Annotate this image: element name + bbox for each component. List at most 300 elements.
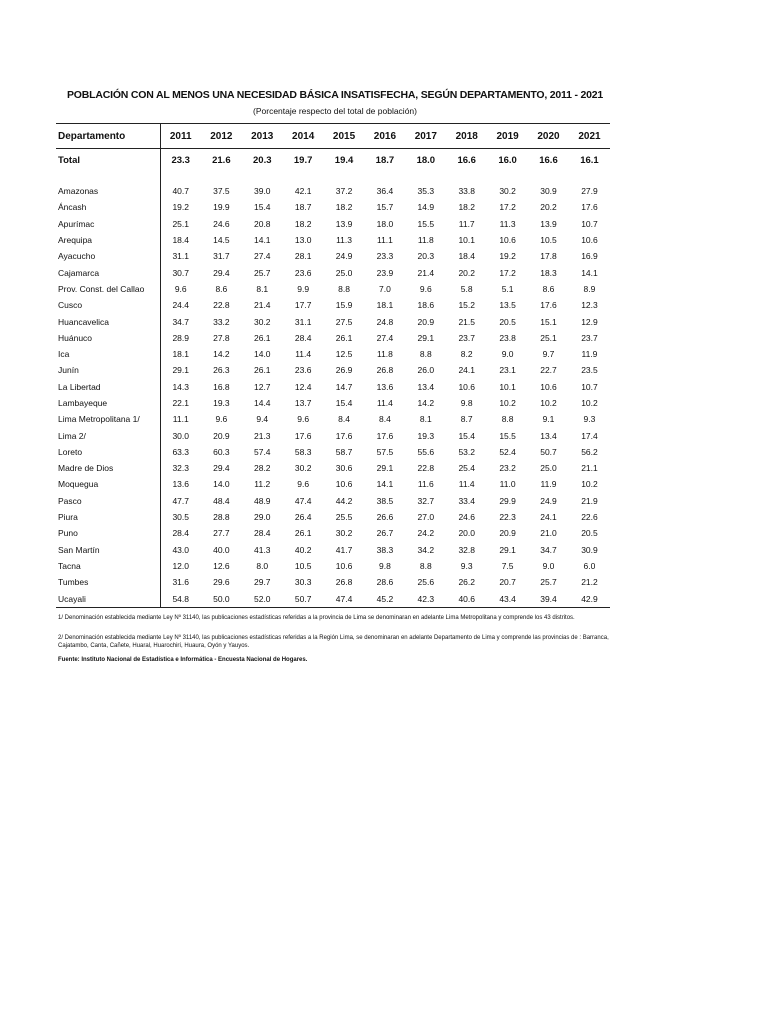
cell-value: 8.8 (419, 349, 432, 360)
cell-value: 28.1 (294, 251, 312, 262)
cell-value: 9.3 (583, 414, 596, 425)
cell-value: 18.3 (540, 267, 557, 278)
source-note: Fuente: Instituto Nacional de Estadística e Informática - Encuesta Nacional de Hogares. (58, 657, 308, 663)
cell-value: 9.9 (297, 283, 310, 294)
cell-value: 23.9 (376, 267, 394, 278)
table-row (56, 476, 610, 492)
cell-value: 48.9 (253, 495, 271, 506)
cell-value: 19.3 (213, 398, 230, 408)
cell-value: 30.2 (294, 463, 312, 474)
cell-value: 40.6 (446, 590, 487, 607)
table-header-row (56, 124, 610, 149)
cell-value: 15.4 (458, 430, 475, 441)
cell-value: 58.7 (335, 446, 353, 457)
cell-value: 15.1 (540, 316, 557, 327)
table-row (56, 281, 610, 297)
cell-value: 10.2 (581, 398, 598, 408)
cell-value: 15.4 (335, 398, 353, 408)
cell-value: 30.5 (160, 509, 201, 525)
table-row (56, 395, 610, 411)
cell-value: 15.2 (458, 300, 475, 311)
cell-value: 10.5 (540, 235, 557, 246)
data-table-container (56, 123, 610, 608)
cell-value: 26.1 (335, 332, 353, 343)
cell-value: 25.6 (417, 577, 435, 588)
cell-value: 30.0 (160, 427, 201, 443)
total-row (56, 149, 610, 172)
cell-value: 24.6 (458, 512, 475, 523)
page-subtitle: (Porcentaje respecto del total de población) (253, 106, 417, 116)
table-row (56, 427, 610, 443)
cell-value: 43.4 (487, 590, 528, 607)
cell-value: 11.8 (417, 235, 434, 246)
cell-value: 39.0 (253, 186, 271, 197)
cell-value: 13.6 (376, 381, 394, 392)
cell-value: 33.4 (458, 495, 475, 506)
column-header-year: 2021 (569, 124, 610, 149)
cell-value: 10.1 (458, 235, 475, 246)
cell-value: 16.1 (580, 154, 599, 166)
cell-value: 10.7 (581, 381, 598, 392)
cell-value: 29.4 (213, 267, 230, 278)
cell-value: 12.4 (294, 381, 312, 392)
cell-value: 6.0 (583, 560, 596, 571)
cell-value: 10.6 (581, 235, 598, 246)
cell-value: 19.2 (160, 199, 201, 215)
cell-value: 12.7 (253, 381, 271, 392)
cell-value: 16.0 (498, 154, 517, 166)
cell-value: 14.2 (213, 349, 230, 360)
cell-value: 18.2 (335, 202, 353, 213)
cell-value: 35.3 (417, 186, 435, 197)
cell-value: 18.2 (294, 218, 312, 229)
cell-value: 23.8 (499, 332, 516, 343)
cell-value: 14.7 (335, 381, 353, 392)
cell-value: 37.2 (335, 186, 353, 197)
table-row (56, 558, 610, 574)
cell-value: 17.6 (335, 430, 353, 441)
cell-value: 16.6 (539, 154, 558, 166)
cell-value: 17.8 (540, 251, 557, 262)
footnote-1: 1/ Denominación establecida mediante Ley Nº 31140, las publicaciones estadísticas referidas a la provincia de Lima se denominaran en adelante Lima Metropolitana y comprende los 43 distritos. (58, 615, 575, 621)
row-label: Junín (58, 365, 79, 376)
cell-value: 31.1 (160, 248, 201, 264)
spacer-cell (283, 171, 324, 183)
cell-value: 8.0 (256, 560, 269, 571)
row-label: Piura (58, 512, 78, 523)
cell-value: 26.2 (458, 577, 475, 588)
cell-value: 29.1 (499, 544, 516, 555)
cell-value: 9.7 (542, 349, 555, 360)
cell-value: 40.0 (213, 544, 230, 555)
cell-value: 17.6 (581, 202, 598, 213)
cell-value: 23.7 (581, 332, 598, 343)
cell-value: 30.3 (294, 577, 312, 588)
cell-value: 23.7 (458, 332, 475, 343)
cell-value: 58.3 (294, 446, 312, 457)
cell-value: 50.7 (540, 446, 557, 457)
row-label: Apurímac (58, 218, 95, 229)
cell-value: 29.1 (376, 463, 394, 474)
cell-value: 31.6 (160, 574, 201, 590)
cell-value: 29.6 (213, 577, 230, 588)
table-row (56, 574, 610, 590)
cell-value: 15.7 (376, 202, 394, 213)
cell-value: 16.6 (457, 154, 476, 166)
cell-value: 25.4 (458, 463, 475, 474)
cell-value: 40.7 (160, 183, 201, 199)
cell-value: 47.7 (160, 493, 201, 509)
table-row (56, 590, 610, 607)
cell-value: 8.6 (542, 283, 555, 294)
cell-value: 15.5 (417, 218, 435, 229)
cell-value: 26.1 (253, 332, 271, 343)
cell-value: 26.8 (335, 577, 353, 588)
cell-value: 24.9 (335, 251, 353, 262)
row-label: Pasco (58, 495, 82, 506)
row-label: San Martín (58, 544, 100, 555)
cell-value: 8.1 (256, 283, 269, 294)
cell-value: 54.8 (160, 590, 201, 607)
cell-value: 30.2 (335, 528, 353, 539)
cell-value: 24.4 (160, 297, 201, 313)
row-label: Lima 2/ (58, 430, 86, 441)
cell-value: 11.2 (254, 479, 271, 490)
cell-value: 12.6 (213, 560, 230, 571)
cell-value: 8.8 (338, 283, 350, 294)
cell-value: 27.0 (417, 512, 435, 523)
cell-value: 24.8 (376, 316, 394, 327)
spacer-cell (324, 171, 365, 183)
cell-value: 11.4 (295, 349, 312, 360)
row-label: Total (58, 154, 80, 166)
cell-value: 18.4 (160, 232, 201, 248)
cell-value: 10.2 (499, 398, 516, 408)
cell-value: 26.9 (335, 365, 353, 376)
cell-value: 56.2 (581, 446, 598, 457)
cell-value: 23.2 (499, 463, 516, 474)
cell-value: 13.5 (499, 300, 516, 311)
cell-value: 33.2 (213, 316, 230, 327)
cell-value: 31.7 (213, 251, 230, 262)
cell-value: 9.0 (501, 349, 514, 360)
data-table (56, 123, 610, 608)
cell-value: 20.2 (540, 202, 557, 213)
cell-value: 38.3 (376, 544, 394, 555)
cell-value: 55.6 (417, 446, 435, 457)
cell-value: 20.5 (499, 316, 516, 327)
row-label: Huancavelica (58, 316, 110, 327)
column-header-departamento: Departamento (56, 124, 160, 149)
cell-value: 8.8 (419, 560, 432, 571)
cell-value: 12.3 (581, 300, 598, 311)
cell-value: 19.4 (334, 154, 354, 166)
cell-value: 53.2 (458, 446, 475, 457)
row-label: Puno (58, 528, 78, 539)
cell-value: 47.4 (324, 590, 365, 607)
cell-value: 43.0 (160, 542, 201, 558)
table-row (56, 248, 610, 264)
row-label: La Libertad (58, 381, 101, 392)
cell-value: 5.8 (460, 283, 473, 294)
cell-value: 30.7 (160, 264, 201, 280)
cell-value: 31.1 (294, 316, 312, 327)
column-header-year: 2015 (324, 124, 365, 149)
cell-value: 11.1 (160, 411, 201, 427)
cell-value: 25.7 (253, 267, 271, 278)
cell-value: 26.3 (213, 365, 230, 376)
cell-value: 26.6 (376, 512, 394, 523)
cell-value: 10.2 (540, 398, 557, 408)
table-row (56, 460, 610, 476)
cell-value: 29.1 (160, 362, 201, 378)
cell-value: 57.4 (253, 446, 271, 457)
cell-value: 44.2 (335, 495, 353, 506)
cell-value: 17.6 (540, 300, 557, 311)
cell-value: 28.8 (213, 512, 230, 523)
cell-value: 13.9 (335, 218, 353, 229)
cell-value: 14.2 (417, 398, 435, 408)
table-row (56, 379, 610, 395)
cell-value: 23.5 (581, 365, 598, 376)
cell-value: 12.5 (335, 349, 353, 360)
spacer-cell (160, 171, 201, 183)
cell-value: 45.2 (364, 590, 405, 607)
cell-value: 9.0 (542, 560, 555, 571)
column-header-year: 2014 (283, 124, 324, 149)
cell-value: 7.0 (379, 283, 391, 294)
column-header-year: 2017 (405, 124, 446, 149)
cell-value: 25.1 (160, 216, 201, 232)
cell-value: 8.4 (379, 414, 391, 425)
cell-value: 14.5 (213, 235, 230, 246)
cell-value: 14.4 (253, 398, 271, 408)
cell-value: 25.0 (335, 267, 353, 278)
cell-value: 8.7 (460, 414, 473, 425)
cell-value: 21.1 (581, 463, 598, 474)
row-label: Lima Metropolitana 1/ (58, 414, 140, 425)
cell-value: 15.5 (499, 430, 516, 441)
cell-value: 13.4 (540, 430, 557, 441)
spacer-cell (201, 171, 242, 183)
table-row (56, 199, 610, 215)
cell-value: 18.0 (376, 218, 394, 229)
cell-value: 9.1 (542, 414, 555, 425)
cell-value: 14.1 (253, 235, 271, 246)
table-row (56, 183, 610, 199)
cell-value: 50.7 (283, 590, 324, 607)
table-row (56, 216, 610, 232)
table-row (56, 232, 610, 248)
cell-value: 11.3 (336, 235, 352, 246)
cell-value: 26.0 (417, 365, 435, 376)
cell-value: 42.3 (405, 590, 446, 607)
cell-value: 22.8 (213, 300, 230, 311)
cell-value: 27.8 (213, 332, 230, 343)
cell-value: 9.4 (256, 414, 269, 425)
cell-value: 28.4 (253, 528, 271, 539)
cell-value: 17.6 (376, 430, 394, 441)
cell-value: 21.2 (581, 577, 598, 588)
cell-value: 20.9 (417, 316, 435, 327)
cell-value: 18.7 (375, 154, 395, 166)
spacer-cell (405, 171, 446, 183)
cell-value: 37.5 (213, 186, 230, 197)
cell-value: 11.6 (417, 479, 434, 490)
cell-value: 14.3 (160, 379, 201, 395)
cell-value: 38.5 (376, 495, 394, 506)
row-label: Tacna (58, 560, 81, 571)
cell-value: 9.8 (379, 560, 391, 571)
cell-value: 32.7 (417, 495, 435, 506)
cell-value: 22.6 (581, 512, 598, 523)
cell-value: 26.8 (376, 365, 394, 376)
cell-value: 8.8 (501, 414, 514, 425)
cell-value: 25.7 (540, 577, 557, 588)
cell-value: 11.8 (376, 349, 393, 360)
cell-value: 39.4 (528, 590, 569, 607)
cell-value: 13.7 (294, 398, 312, 408)
cell-value: 23.3 (376, 251, 394, 262)
cell-value: 42.1 (294, 186, 312, 197)
cell-value: 21.3 (253, 430, 271, 441)
cell-value: 13.0 (294, 235, 312, 246)
cell-value: 8.1 (419, 414, 432, 425)
cell-value: 60.3 (213, 446, 230, 457)
cell-value: 11.1 (376, 235, 393, 246)
cell-value: 23.3 (160, 149, 201, 172)
cell-value: 20.3 (253, 154, 272, 166)
column-header-year: 2013 (242, 124, 283, 149)
cell-value: 18.1 (376, 300, 394, 311)
table-row (56, 313, 610, 329)
cell-value: 14.1 (376, 479, 394, 490)
cell-value: 20.5 (581, 528, 598, 539)
cell-value: 9.6 (297, 479, 310, 490)
row-label: Ayacucho (58, 251, 96, 262)
cell-value: 26.1 (294, 528, 312, 539)
cell-value: 27.4 (253, 251, 271, 262)
cell-value: 28.9 (160, 330, 201, 346)
cell-value: 10.6 (499, 235, 516, 246)
cell-value: 27.5 (335, 316, 353, 327)
cell-value: 24.1 (458, 365, 475, 376)
column-header-year: 2018 (446, 124, 487, 149)
cell-value: 15.4 (253, 202, 271, 213)
row-label: Ucayali (56, 590, 160, 607)
cell-value: 11.7 (458, 218, 475, 229)
cell-value: 12.0 (160, 558, 201, 574)
spacer-cell (364, 171, 405, 183)
table-row (56, 297, 610, 313)
cell-value: 17.2 (499, 267, 516, 278)
cell-value: 18.7 (294, 202, 312, 213)
cell-value: 9.6 (297, 414, 310, 425)
table-row (56, 346, 610, 362)
table-row (56, 362, 610, 378)
cell-value: 19.2 (499, 251, 516, 262)
cell-value: 29.4 (213, 463, 230, 474)
cell-value: 27.9 (581, 186, 598, 197)
cell-value: 5.1 (501, 283, 514, 294)
cell-value: 22.3 (499, 512, 516, 523)
cell-value: 11.0 (499, 479, 516, 490)
cell-value: 10.6 (335, 479, 353, 490)
cell-value: 29.1 (417, 332, 435, 343)
cell-value: 10.1 (499, 381, 516, 392)
cell-value: 22.8 (417, 463, 435, 474)
cell-value: 16.8 (213, 381, 230, 392)
table-row (56, 509, 610, 525)
cell-value: 21.4 (253, 300, 271, 311)
row-label: Huánuco (58, 332, 93, 343)
cell-value: 14.0 (253, 349, 271, 360)
table-row (56, 411, 610, 427)
cell-value: 28.2 (253, 463, 271, 474)
cell-value: 20.2 (458, 267, 475, 278)
cell-value: 32.3 (160, 460, 201, 476)
cell-value: 20.0 (458, 528, 475, 539)
cell-value: 28.4 (294, 332, 312, 343)
cell-value: 26.7 (376, 528, 394, 539)
cell-value: 24.6 (213, 218, 230, 229)
cell-value: 10.7 (581, 218, 598, 229)
cell-value: 17.4 (581, 430, 598, 441)
cell-value: 11.4 (376, 398, 393, 408)
cell-value: 11.9 (581, 349, 598, 360)
cell-value: 18.6 (417, 300, 435, 311)
cell-value: 41.7 (335, 544, 353, 555)
cell-value: 21.9 (581, 495, 598, 506)
cell-value: 25.0 (540, 463, 557, 474)
row-label: Ica (58, 349, 70, 360)
cell-value: 14.9 (417, 202, 435, 213)
cell-value: 16.9 (581, 251, 598, 262)
cell-value: 23.6 (294, 267, 312, 278)
table-row (56, 493, 610, 509)
cell-value: 18.4 (458, 251, 475, 262)
cell-value: 18.0 (416, 154, 436, 166)
cell-value: 19.3 (417, 430, 435, 441)
cell-value: 32.8 (458, 544, 475, 555)
cell-value: 34.7 (160, 313, 201, 329)
spacer-cell (446, 171, 487, 183)
column-header-year: 2012 (201, 124, 242, 149)
row-label: Moquegua (58, 479, 99, 490)
row-label: Áncash (58, 202, 87, 213)
cell-value: 9.6 (419, 283, 432, 294)
table-row (56, 444, 610, 460)
cell-value: 8.4 (338, 414, 350, 425)
cell-value: 13.9 (540, 218, 557, 229)
cell-value: 33.8 (458, 186, 475, 197)
cell-value: 8.6 (215, 283, 228, 294)
column-header-year: 2016 (364, 124, 405, 149)
cell-value: 14.0 (213, 479, 230, 490)
row-label: Cusco (58, 300, 83, 311)
cell-value: 40.2 (294, 544, 312, 555)
cell-value: 9.6 (215, 414, 228, 425)
cell-value: 24.2 (417, 528, 435, 539)
cell-value: 9.3 (460, 560, 473, 571)
spacer-cell (528, 171, 569, 183)
cell-value: 50.0 (201, 590, 242, 607)
cell-value: 17.6 (294, 430, 312, 441)
cell-value: 8.2 (460, 349, 473, 360)
cell-value: 52.0 (242, 590, 283, 607)
column-header-year: 2020 (528, 124, 569, 149)
cell-value: 30.6 (335, 463, 353, 474)
